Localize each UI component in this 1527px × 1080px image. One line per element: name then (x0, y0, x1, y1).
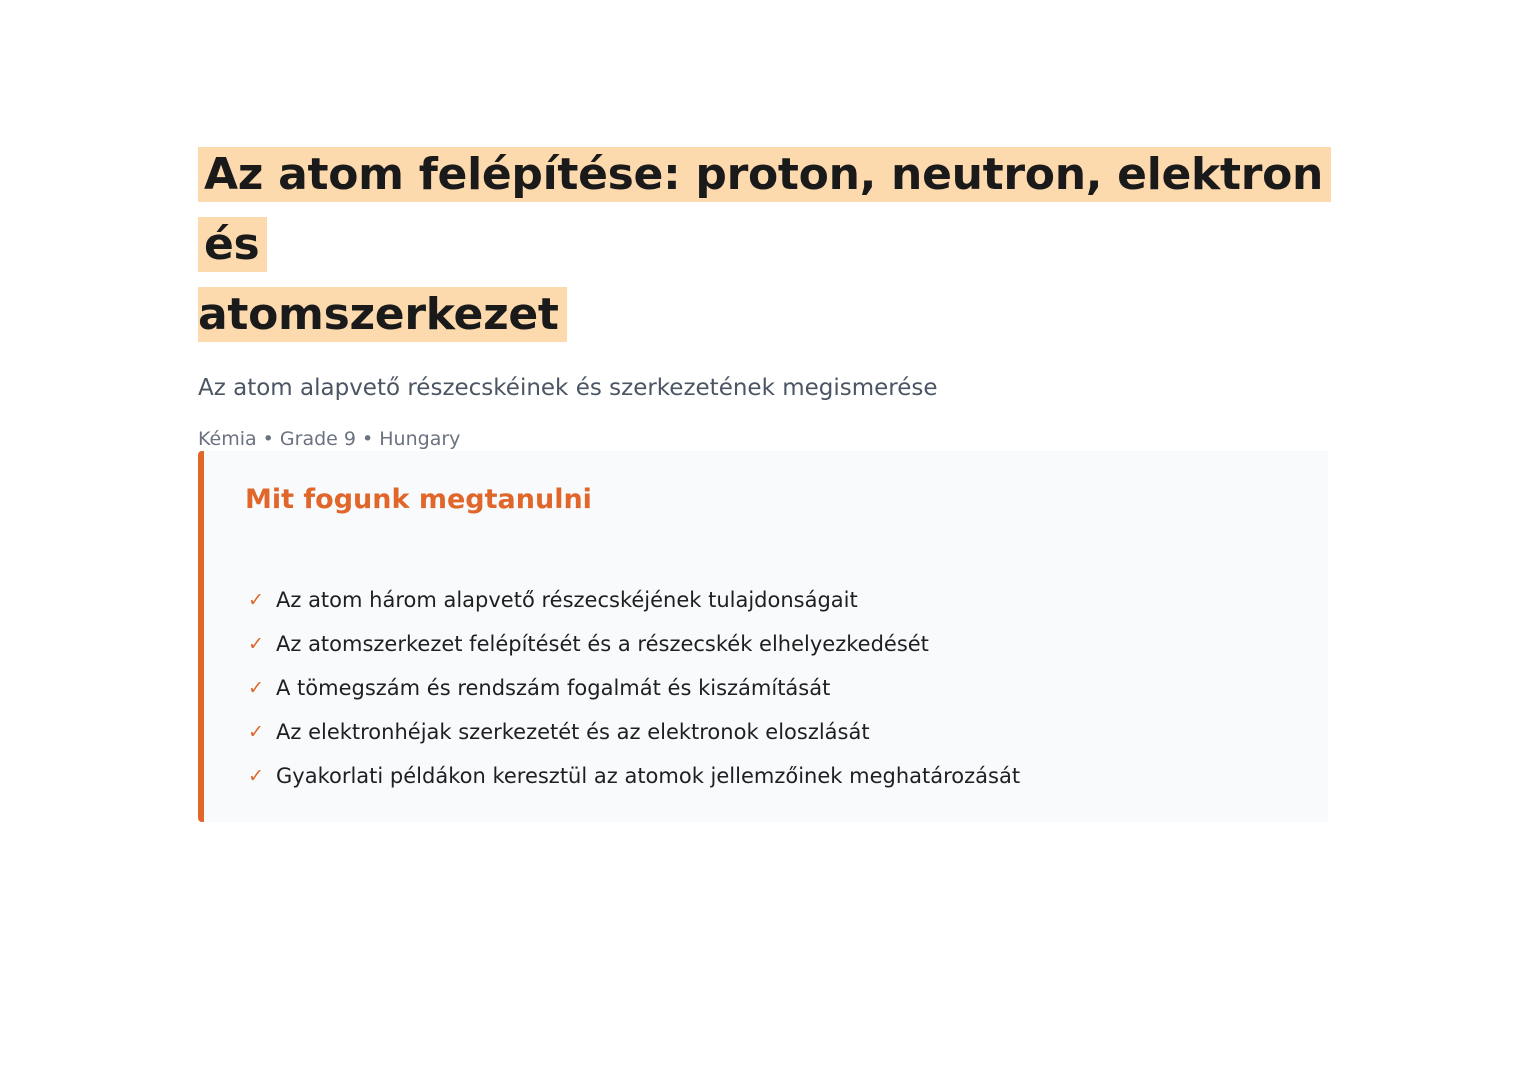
page-title (198, 140, 1328, 350)
objective-text: Az elektronhéjak szerkezetét és az elektronok eloszlását (276, 720, 870, 744)
objective-item (248, 710, 1020, 754)
page-subtitle: Az atom alapvető részecskéinek és szerkezetének megismerése (198, 375, 938, 401)
objective-text: A tömegszám és rendszám fogalmát és kiszámítását (276, 676, 831, 700)
lesson-header (198, 140, 1328, 477)
objective-text: Az atomszerkezet felépítését és a részecskék elhelyezkedését (276, 632, 929, 656)
lesson-meta: Kémia • Grade 9 • Hungary (198, 428, 461, 450)
objective-text: Az atom három alapvető részecskéjének tulajdonságait (276, 588, 858, 612)
page-title-line-2: atomszerkezet (198, 287, 567, 342)
objective-text: Gyakorlati példákon keresztül az atomok jellemzőinek meghatározását (276, 764, 1021, 788)
objective-item (248, 622, 1020, 666)
objectives-list (248, 578, 1020, 798)
checkmark-icon: ✓ (248, 677, 264, 699)
page-title-line-1: Az atom felépítése: proton, neutron, elektron és (198, 147, 1331, 272)
objective-item (248, 754, 1020, 798)
learning-objectives-panel (198, 451, 1328, 822)
objective-item (248, 578, 1020, 622)
checkmark-icon: ✓ (248, 589, 264, 611)
checkmark-icon: ✓ (248, 765, 264, 787)
checkmark-icon: ✓ (248, 633, 264, 655)
objectives-heading: Mit fogunk megtanulni (245, 484, 592, 515)
objective-item (248, 666, 1020, 710)
checkmark-icon: ✓ (248, 721, 264, 743)
